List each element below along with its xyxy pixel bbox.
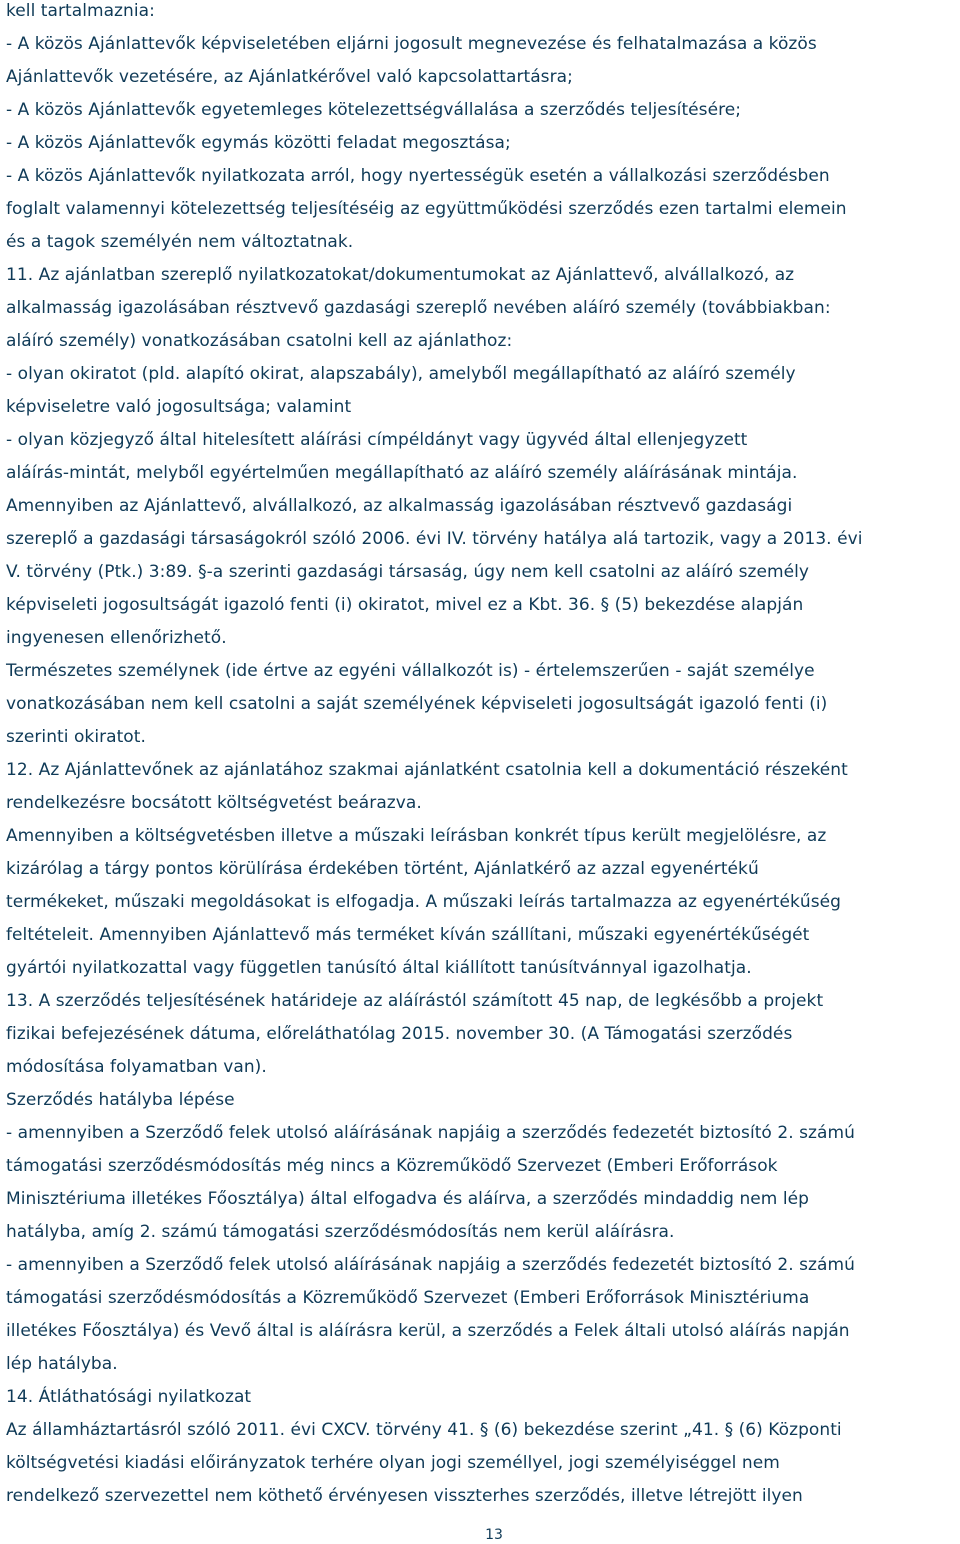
text-line: termékeket, műszaki megoldásokat is elfogadja. A műszaki leírás tartalmazza az egyenértékűség bbox=[6, 892, 842, 912]
text-line: és a tagok személyén nem változtatnak. bbox=[6, 232, 354, 252]
text-line: támogatási szerződésmódosítás még nincs a Közreműködő Szervezet (Emberi Erőforrások bbox=[6, 1156, 778, 1176]
text-line: Minisztériuma illetékes Főosztálya) által elfogadva és aláírva, a szerződés mindaddig nem lép bbox=[6, 1189, 809, 1209]
text-line: 13. A szerződés teljesítésének határideje az aláírástól számított 45 nap, de legkésőbb a projekt bbox=[6, 991, 824, 1011]
text-line: vonatkozásában nem kell csatolni a saját személyének képviseleti jogosultságát igazoló fenti (i) bbox=[6, 694, 828, 714]
text-line: - amennyiben a Szerződő felek utolsó aláírásának napjáig a szerződés fedezetét biztosító 2. számú bbox=[6, 1123, 855, 1143]
text-line: aláírás-mintát, melyből egyértelműen megállapítható az aláíró személy aláírásának mintája. bbox=[6, 463, 798, 483]
text-line: foglalt valamennyi kötelezettség teljesítéséig az együttműködési szerződés ezen tartalmi elemein bbox=[6, 199, 847, 219]
text-line: rendelkező szervezettel nem köthető érvényesen visszterhes szerződés, illetve létrejött ilyen bbox=[6, 1486, 803, 1506]
text-line: szereplő a gazdasági társaságokról szóló 2006. évi IV. törvény hatálya alá tartozik, vagy a 2013. évi bbox=[6, 529, 863, 549]
text-line: - A közös Ajánlattevők képviseletében eljárni jogosult megnevezése és felhatalmazása a közös bbox=[6, 34, 817, 54]
text-line: lép hatályba. bbox=[6, 1354, 118, 1374]
text-line: költségvetési kiadási előirányzatok terhére olyan jogi személlyel, jogi személyiséggel nem bbox=[6, 1453, 780, 1473]
text-line: feltételeit. Amennyiben Ajánlattevő más terméket kíván szállítani, műszaki egyenértékűségét bbox=[6, 925, 810, 945]
text-line: kizárólag a tárgy pontos körülírása érdekében történt, Ajánlatkérő az azzal egyenértékű bbox=[6, 859, 759, 879]
text-line: Természetes személynek (ide értve az egyéni vállalkozót is) - értelemszerűen - saját személye bbox=[6, 661, 815, 681]
text-line: - A közös Ajánlattevők nyilatkozata arról, hogy nyertességük esetén a vállalkozási szerződésben bbox=[6, 166, 830, 186]
text-line: alkalmasság igazolásában résztvevő gazdasági szereplő nevében aláíró személy (továbbiakban: bbox=[6, 298, 831, 318]
text-line: 14. Átláthatósági nyilatkozat bbox=[6, 1387, 252, 1407]
text-line: hatályba, amíg 2. számú támogatási szerződésmódosítás nem kerül aláírásra. bbox=[6, 1222, 675, 1242]
text-line: támogatási szerződésmódosítás a Közreműködő Szervezet (Emberi Erőforrások Minisztériuma bbox=[6, 1288, 810, 1308]
text-line: szerinti okiratot. bbox=[6, 727, 146, 747]
text-line: fizikai befejezésének dátuma, előreláthatólag 2015. november 30. (A Támogatási szerződés bbox=[6, 1024, 793, 1044]
text-line: Amennyiben az Ajánlattevő, alvállalkozó, az alkalmasság igazolásában résztvevő gazdasági bbox=[6, 496, 793, 516]
text-line: kell tartalmaznia: bbox=[6, 1, 155, 21]
text-line: - olyan közjegyző által hitelesített aláírási címpéldányt vagy ügyvéd által ellenjegyzett bbox=[6, 430, 748, 450]
page-number: 13 bbox=[485, 1527, 503, 1543]
text-line: ingyenesen ellenőrizhető. bbox=[6, 628, 227, 648]
text-line: - A közös Ajánlattevők egyetemleges kötelezettségvállalása a szerződés teljesítésére; bbox=[6, 100, 742, 120]
text-line: Amennyiben a költségvetésben illetve a műszaki leírásban konkrét típus került megjelölésre, az bbox=[6, 826, 827, 846]
text-line: képviseleti jogosultságát igazoló fenti (i) okiratot, mivel ez a Kbt. 36. § (5) bekezdése alapján bbox=[6, 595, 804, 615]
text-line: 11. Az ajánlatban szereplő nyilatkozatokat/dokumentumokat az Ajánlattevő, alvállalkozó, az bbox=[6, 265, 795, 285]
text-line: V. törvény (Ptk.) 3:89. §-a szerinti gazdasági társaság, úgy nem kell csatolni az aláíró személy bbox=[6, 562, 809, 582]
text-line: - amennyiben a Szerződő felek utolsó aláírásának napjáig a szerződés fedezetét biztosító 2. számú bbox=[6, 1255, 855, 1275]
text-line: - olyan okiratot (pld. alapító okirat, alapszabály), amelyből megállapítható az aláíró személy bbox=[6, 364, 796, 384]
text-line: 12. Az Ajánlattevőnek az ajánlatához szakmai ajánlatként csatolnia kell a dokumentáció részeként bbox=[6, 760, 848, 780]
text-line: Ajánlattevők vezetésére, az Ajánlatkérővel való kapcsolattartásra; bbox=[6, 67, 573, 87]
text-line: Szerződés hatályba lépése bbox=[6, 1090, 235, 1110]
text-line: módosítása folyamatban van). bbox=[6, 1057, 267, 1077]
text-line: rendelkezésre bocsátott költségvetést beárazva. bbox=[6, 793, 422, 813]
text-line: képviseletre való jogosultsága; valamint bbox=[6, 397, 352, 417]
text-line: illetékes Főosztálya) és Vevő által is aláírásra kerül, a szerződés a Felek általi utolsó aláírás napján bbox=[6, 1321, 850, 1341]
text-line: Az államháztartásról szóló 2011. évi CXCV. törvény 41. § (6) bekezdése szerint „41. § (6) Központi bbox=[6, 1420, 842, 1440]
text-line: aláíró személy) vonatkozásában csatolni kell az ajánlathoz: bbox=[6, 331, 513, 351]
text-line: - A közös Ajánlattevők egymás közötti feladat megosztása; bbox=[6, 133, 511, 153]
text-line: gyártói nyilatkozattal vagy független tanúsító által kiállított tanúsítvánnyal igazolhatja. bbox=[6, 958, 752, 978]
